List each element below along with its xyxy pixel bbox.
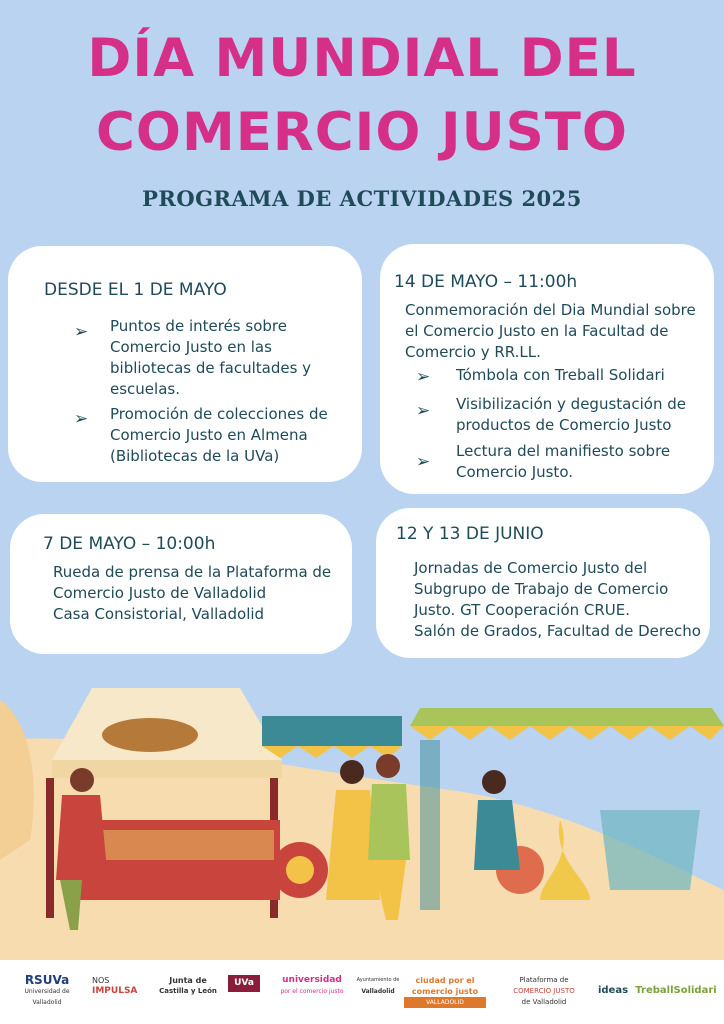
body-line: Casa Consistorial, Valladolid — [53, 605, 265, 623]
card-desde-1-mayo — [8, 246, 362, 482]
body-line: Rueda de prensa de la Plataforma de — [53, 563, 332, 581]
logo-line1: Junta de — [169, 976, 207, 985]
body-line: Salón de Grados, Facultad de Derecho — [414, 622, 701, 640]
logo-name: UVa — [228, 975, 260, 992]
logo-ayuntamiento — [356, 975, 400, 997]
intro-line: el Comercio Justo en la Facultad de — [405, 322, 669, 340]
market-illustration — [0, 660, 724, 960]
logo-plataforma — [494, 975, 594, 1008]
logo-ideas — [596, 975, 630, 996]
logo-line2: comercio justo — [411, 987, 479, 996]
body-line: Subgrupo de Trabajo de Comercio — [414, 580, 669, 598]
body-line: Comercio Justo de Valladolid — [53, 584, 267, 602]
logo-name: RSUVa — [24, 973, 70, 987]
logo-treball-solidari — [634, 975, 718, 996]
logo-line2: Castilla y León — [159, 987, 217, 995]
logo-sub: Universidad de Valladolid — [24, 988, 70, 1006]
logo-line2: por el comercio justo — [280, 988, 344, 995]
logo-line3: VALLADOLID — [404, 997, 486, 1008]
card-7-mayo — [10, 514, 352, 654]
item-line: Promoción de colecciones de — [110, 405, 328, 423]
bullet-arrow-icon: ➢ — [416, 452, 431, 472]
logo-line2: Valladolid — [361, 988, 395, 995]
card-14-mayo — [380, 244, 714, 494]
bullet-arrow-icon: ➢ — [416, 367, 431, 387]
item-line: Comercio Justo en Almena — [110, 426, 308, 444]
poster-subtitle: PROGRAMA DE ACTIVIDADES 2025 — [142, 186, 582, 211]
item-line: bibliotecas de facultades y — [110, 359, 312, 377]
logo-universidad-comercio-justo — [270, 975, 354, 997]
item-line: Puntos de interés sobre — [110, 317, 287, 335]
logo-name: TreballSolidari — [635, 985, 717, 996]
item-line: Comercio Justo. — [456, 463, 573, 481]
poster-title-line-1: DÍA MUNDIAL DEL — [87, 28, 637, 89]
card-heading: DESDE EL 1 DE MAYO — [44, 280, 227, 300]
body-line: Justo. GT Cooperación CRUE. — [414, 601, 631, 619]
card-heading: 12 Y 13 DE JUNIO — [396, 524, 544, 544]
item-line: (Bibliotecas de la UVa) — [110, 447, 280, 465]
bullet-arrow-icon: ➢ — [74, 322, 89, 342]
logo-line1: Ayuntamiento de — [356, 977, 400, 983]
logo-nos-impulsa — [92, 975, 152, 997]
intro-line: Conmemoración del Dia Mundial sobre — [405, 301, 696, 319]
item-line: Comercio Justo en las — [110, 338, 272, 356]
card-heading: 7 DE MAYO – 10:00h — [43, 534, 216, 554]
logo-line2: IMPULSA — [92, 986, 138, 996]
logo-line3: de Valladolid — [521, 998, 567, 1006]
card-12-13-junio — [376, 508, 710, 658]
logo-line1: ciudad por el — [415, 976, 475, 985]
item-line: escuelas. — [110, 380, 180, 398]
item-line: productos de Comercio Justo — [456, 416, 672, 434]
logo-line1: NOS — [92, 976, 110, 985]
item-line: Visibilización y degustación de — [456, 395, 686, 413]
poster-title-line-2: COMERCIO JUSTO — [96, 102, 628, 163]
logo-ciudad-comercio-justo — [404, 975, 486, 1008]
logo-line1: universidad — [282, 975, 342, 985]
body-line: Jornadas de Comercio Justo del — [414, 559, 648, 577]
item-line: Tómbola con Treball Solidari — [456, 366, 665, 384]
logo-line1: Plataforma de — [519, 976, 569, 984]
bullet-arrow-icon: ➢ — [416, 401, 431, 421]
card-heading: 14 DE MAYO – 11:00h — [394, 272, 578, 292]
logo-line2: COMERCIO JUSTO — [513, 987, 575, 995]
logo-name: ideas — [597, 985, 629, 996]
item-line: Lectura del manifiesto sobre — [456, 442, 671, 460]
logo-rsuva — [12, 975, 82, 1008]
logo-uva — [228, 975, 260, 992]
logo-junta — [156, 975, 220, 997]
bullet-arrow-icon: ➢ — [74, 409, 89, 429]
intro-line: Comercio y RR.LL. — [405, 343, 541, 361]
